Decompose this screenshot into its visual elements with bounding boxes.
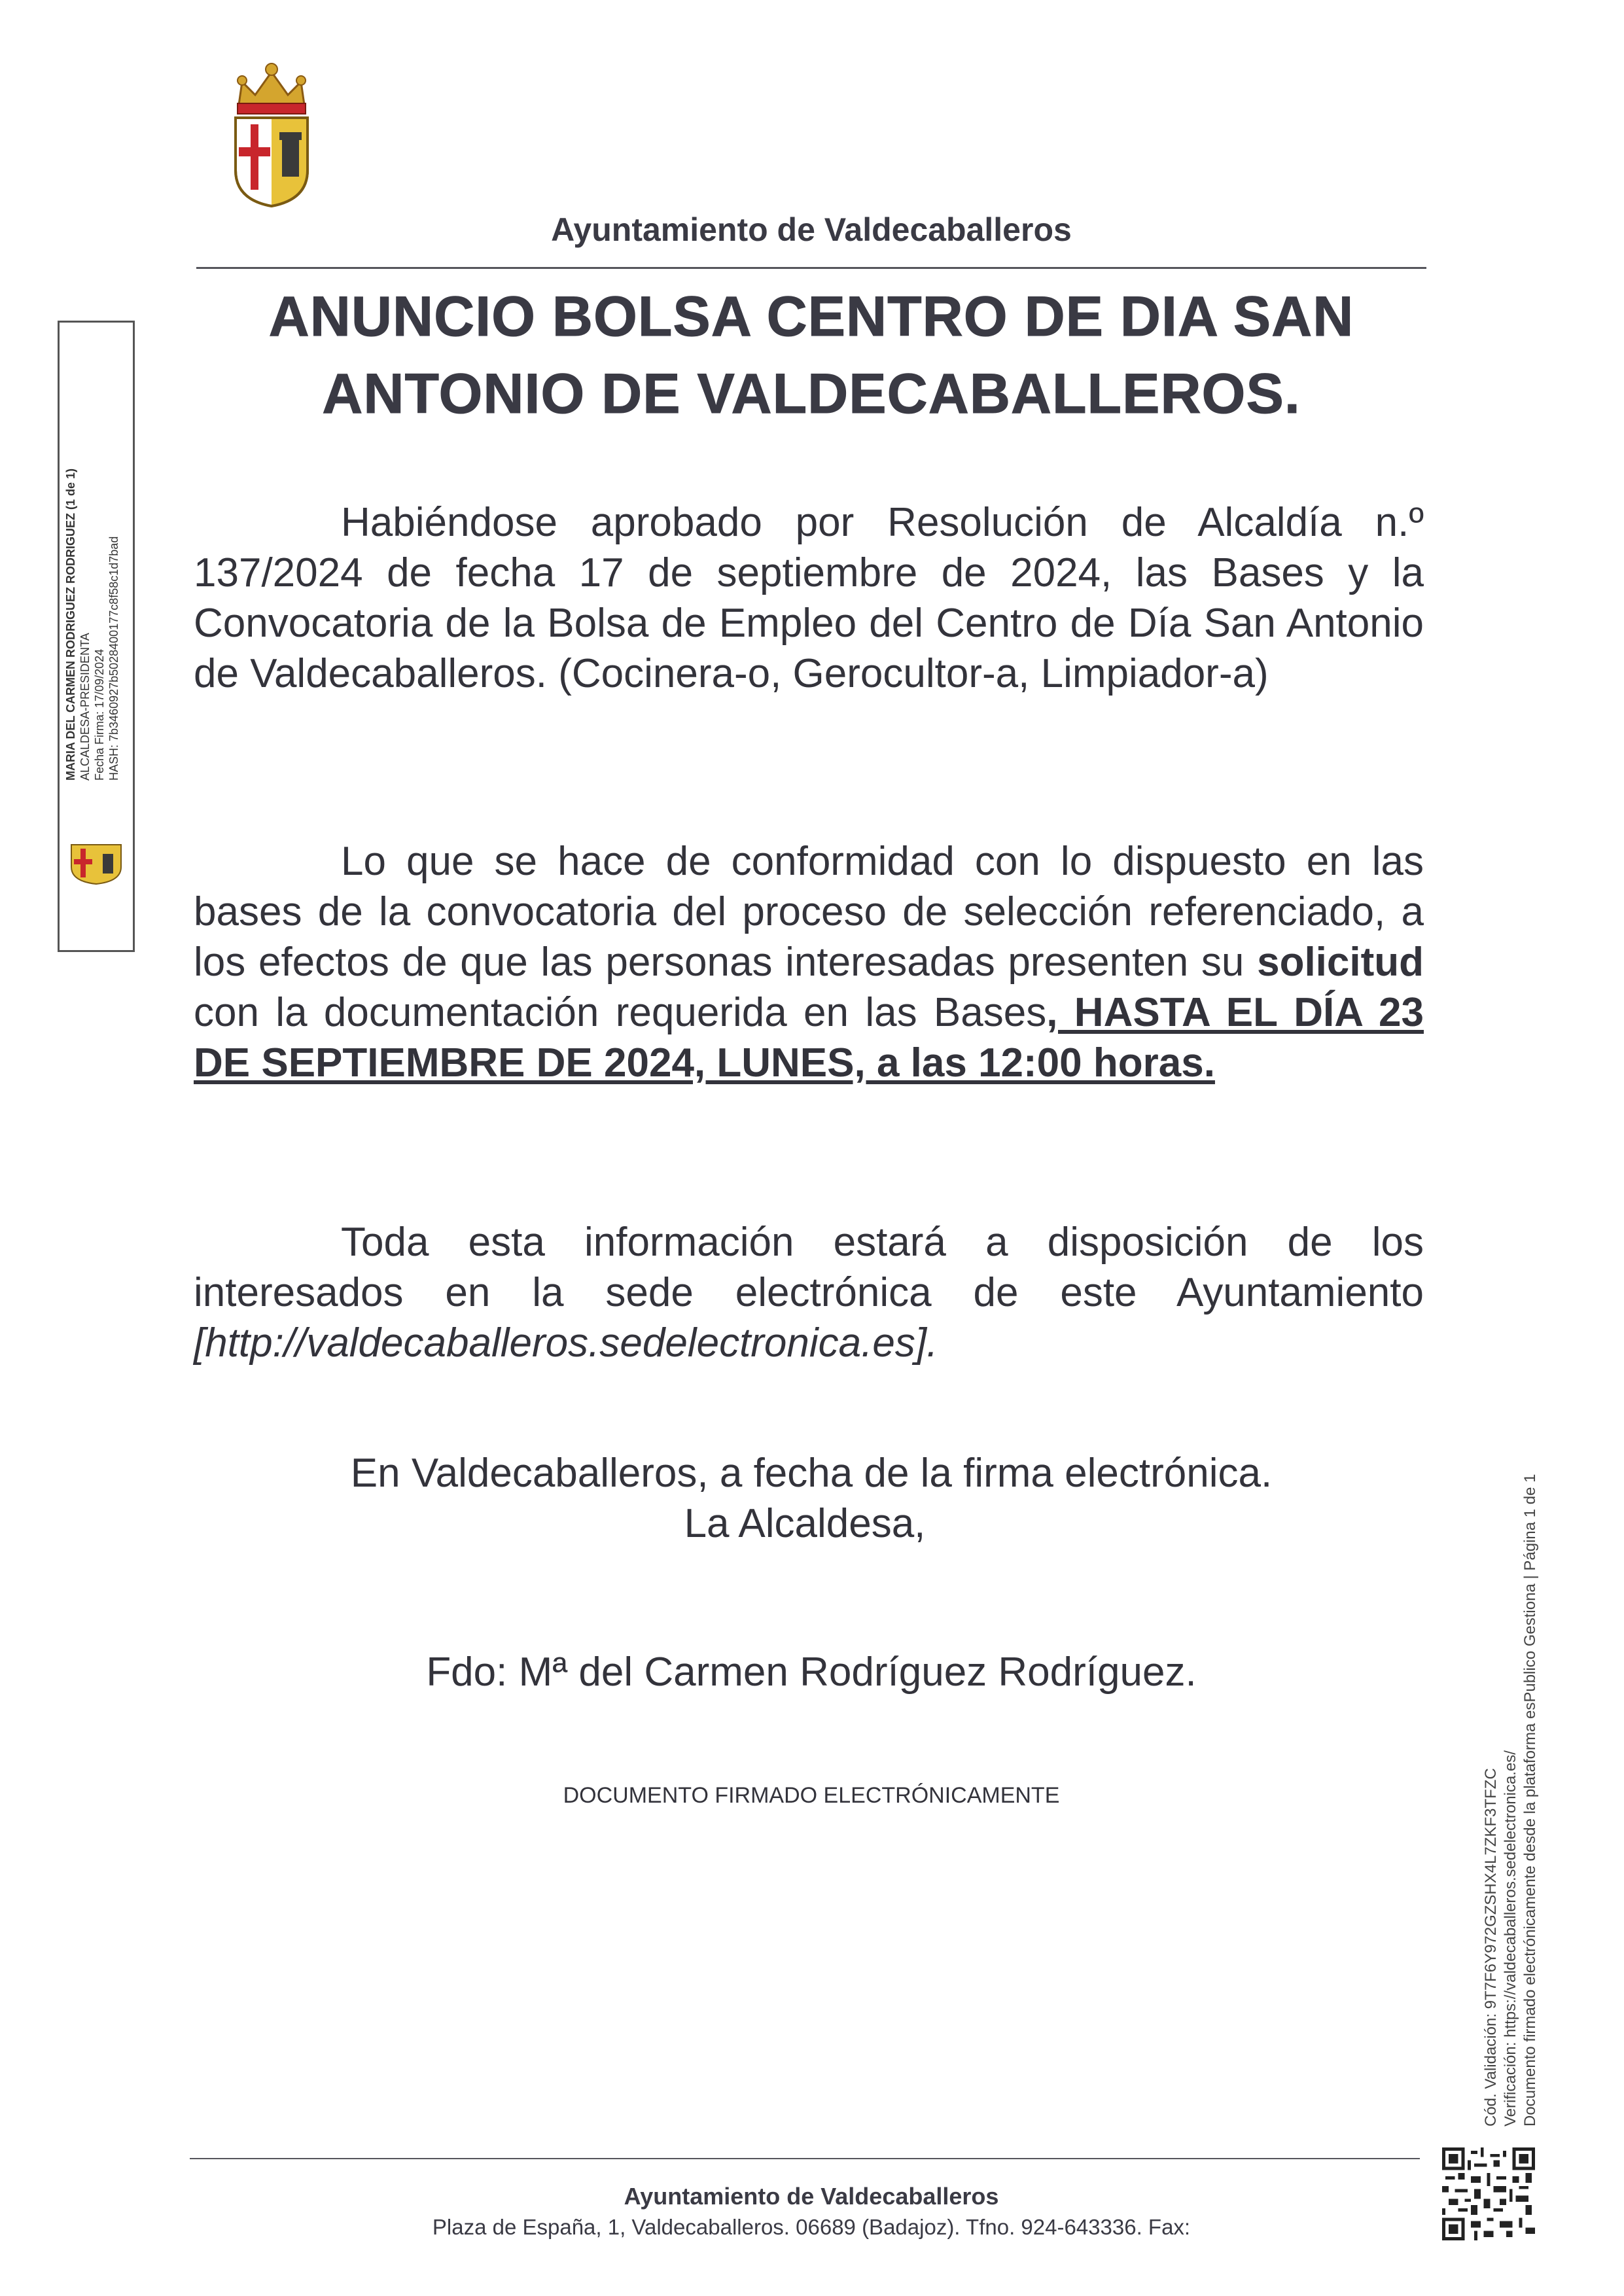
signer-name: Fdo: Mª del Carmen Rodríguez Rodríguez. [426,1650,1197,1695]
place-and-date: En Valdecaballeros, a fecha de la firma electrónica. [350,1451,1273,1496]
header-organization: Ayuntamiento de Valdecaballeros [551,211,1072,248]
footer-divider [190,2158,1420,2159]
paragraph-2-text-continued: con la documentación requerida en las Bases [194,990,1047,1035]
stamp-hash: HASH: 7b3460927b5028400177c8f58c1d7bad [107,536,120,781]
paragraph-1-text: Habiéndose aprobado por Resolución de Alcaldía n.º 137/2024 de fecha 17 de septiembre de 2024, las Bases y la Convocatoria de la Bolsa de Empleo del Centro de Día San Antonio de Valdecaballeros. (Cocinera-o, Gerocultor-a, Limpiador-a) [194,500,1424,696]
sede-electronica-link[interactable]: [http://valdecaballeros.sedelectronica.es]. [194,1320,938,1366]
paragraph-2-text: Lo que se hace de conformidad con lo dispuesto en las bases de la convocatoria del proceso de selección referenciado, a los efectos de que las personas interesadas presenten su [194,839,1424,985]
verification-qr-code[interactable] [1442,2147,1535,2240]
title-line-1: ANUNCIO BOLSA CENTRO DE DIA SAN [268,285,1354,348]
footer-organization: Ayuntamiento de Valdecaballeros [624,2183,999,2210]
paragraph-2-bold-solicitud: solicitud [1257,940,1424,985]
stamp-date: Fecha Firma: 17/09/2024 [93,648,106,781]
verification-text [1481,1474,1540,2127]
paragraph-information [194,1217,1424,1368]
municipal-coat-of-arms [226,59,317,209]
header-divider [196,267,1426,269]
footer-address: Plaza de España, 1, Valdecaballeros. 06689 (Badajoz). Tfno. 924-643336. Fax: [432,2215,1191,2239]
paragraph-application [194,836,1424,1088]
stamp-role: ALCALDESA-PRESIDENTA [79,633,92,781]
paragraph-3-text: Toda esta información estará a disposición de los interesados en la sede electrónica de este Ayuntamiento [194,1220,1424,1315]
verification-code: Cód. Validación: 9T7F6Y972GZSHX4L7ZKF3TFZC [1482,1768,1500,2127]
application-deadline: , HASTA EL DÍA 23 DE SEPTIEMBRE DE 2024, LUNES, a las 12:00 horas. [194,990,1424,1086]
verification-platform: Documento firmado electrónicamente desde la plataforma esPublico Gestiona | Página 1 de 1 [1521,1474,1539,2127]
electronic-signature-note: DOCUMENTO FIRMADO ELECTRÓNICAMENTE [563,1783,1060,1808]
title-line-2: ANTONIO DE VALDECABALLEROS. [322,362,1301,425]
stamp-seal-icon [66,839,126,885]
announcement-title [196,278,1426,433]
signature-stamp [58,321,135,952]
stamp-signer: MARIA DEL CARMEN RODRIGUEZ RODRIGUEZ (1 de 1) [64,468,77,781]
signer-role: La Alcaldesa, [684,1501,926,1546]
paragraph-resolution [194,497,1424,699]
verification-url: Verificación: https://valdecaballeros.sedelectronica.es/ [1502,1750,1519,2127]
signature-stamp-text [63,468,121,781]
